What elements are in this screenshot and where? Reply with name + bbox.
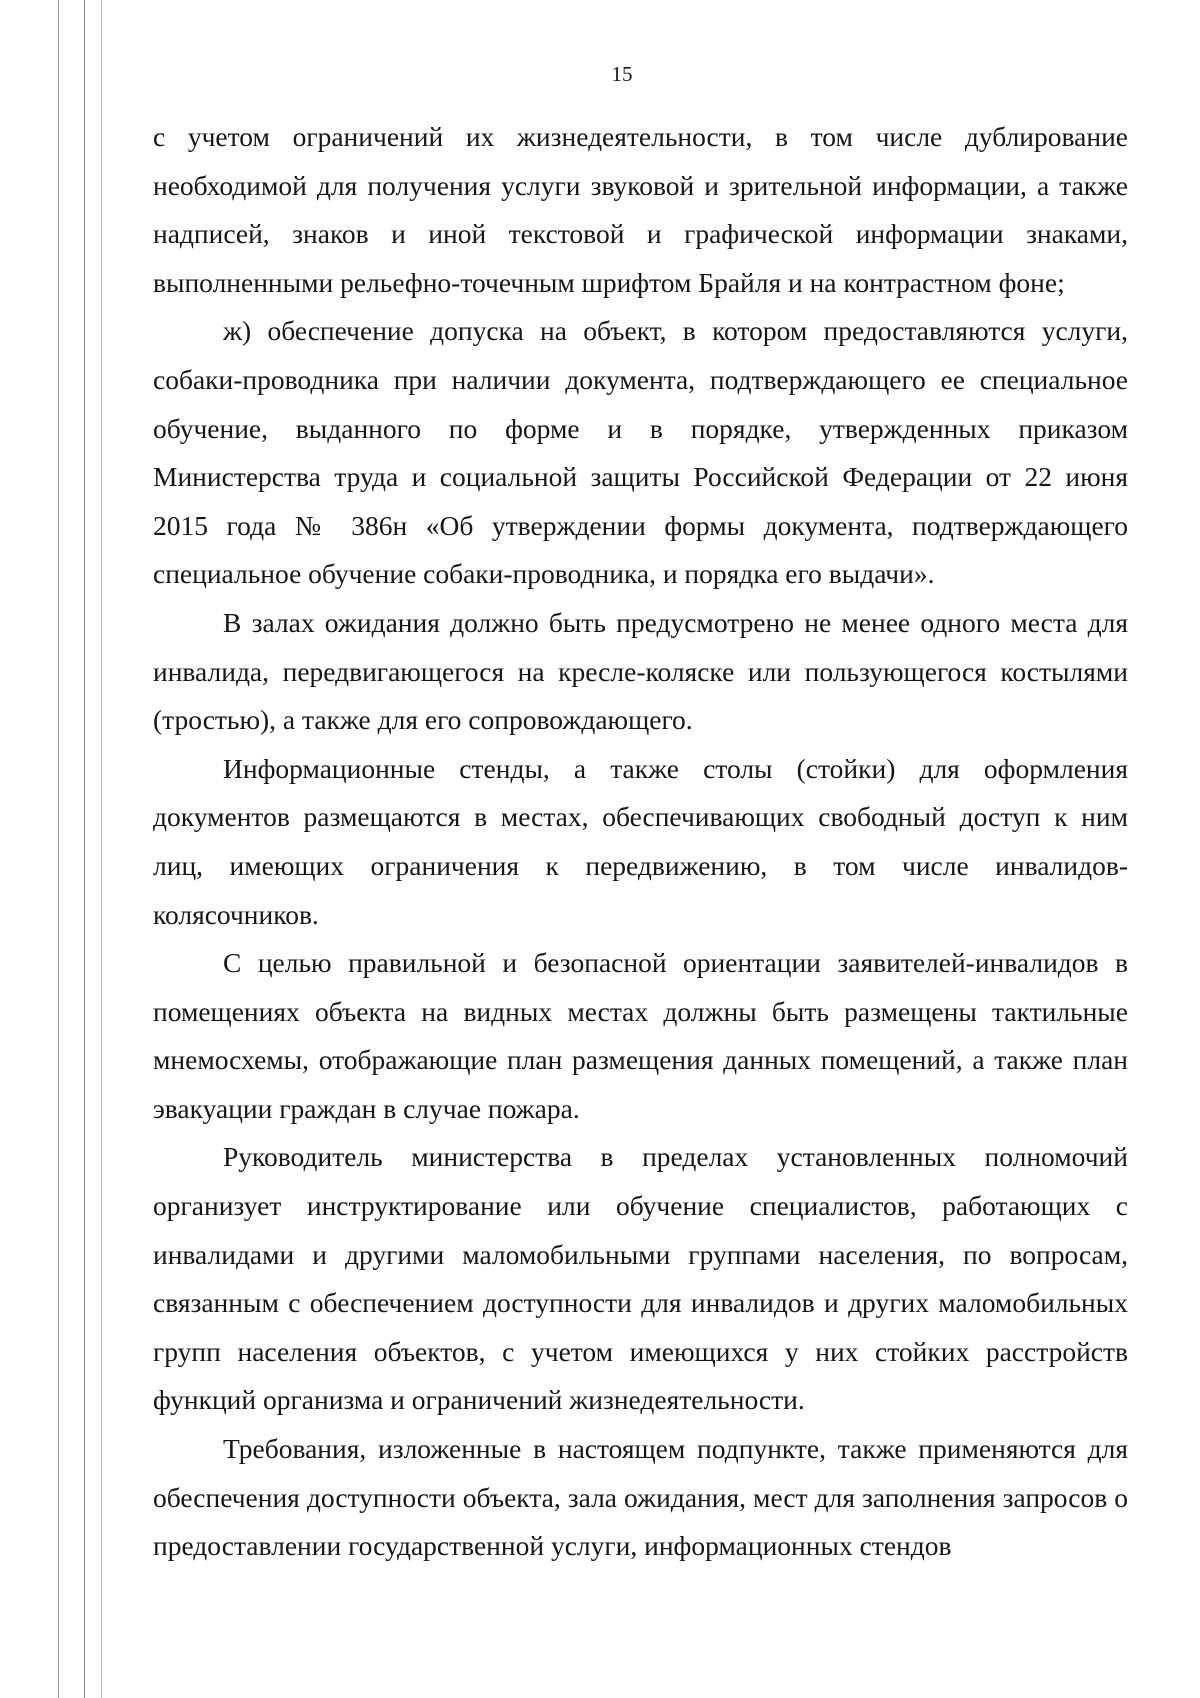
paragraph: Информационные стенды, а также столы (стойки) для оформления документов размещаются в местах, обеспечивающих свободный доступ к ним лиц, имеющих ограничения к передвижению, в том числе инвалидов-колясочников. [153, 752, 1128, 930]
document-body [153, 113, 1128, 1571]
binding-edge-line [84, 0, 85, 1698]
paragraph: С целью правильной и безопасной ориентации заявителей-инвалидов в помещениях объекта на видных местах должны быть размещены тактильные мнемосхемы, отображающие план размещения данных помещений, а также план эвакуации граждан в случае пожара. [153, 947, 1128, 1124]
binding-edge-line [101, 0, 102, 1698]
paragraph: Руководитель министерства в пределах установленных полномочий организует инструктирование или обучение специалистов, работающих с инвалидами и другими маломобильными группами населения, по вопросам, связанным с обеспечением доступности для инвалидов и других маломобильных групп населения объектов, с учетом имеющихся у них стойких расстройств функций организма и ограничений жизнедеятельности. [153, 1141, 1128, 1416]
paragraph: с учетом ограничений их жизнедеятельности, в том числе дублирование необходимой для получения услуги звуковой и зрительной информации, а также надписей, знаков и иной текстовой и графической информации знаками, выполненными рельефно-точечным шрифтом Брайля и на контрастном фоне; [153, 121, 1128, 298]
binding-edge-line [58, 0, 59, 1698]
paragraph: ж) обеспечение допуска на объект, в котором предоставляются услуги, собаки-проводника при наличии документа, подтверждающего ее специальное обучение, выданного по форме и в порядке, утвержденных приказом Министерства труда и социальной защиты Российской Федерации от 22 июня 2015 года № 386н «Об утверждении формы документа, подтверждающего специальное обучение собаки-проводника, и порядка его выдачи». [153, 315, 1128, 590]
paragraph: В залах ожидания должно быть предусмотрено не менее одного места для инвалида, передвигающегося на кресле-коляске или пользующегося костылями (тростью), а также для его сопровождающего. [153, 606, 1128, 736]
page-number: 15 [611, 62, 633, 86]
paragraph: Требования, изложенные в настоящем подпункте, также применяются для обеспечения доступности объекта, зала ожидания, мест для заполнения запросов о предоставлении государственной услуги, информационных стендов [153, 1433, 1128, 1562]
